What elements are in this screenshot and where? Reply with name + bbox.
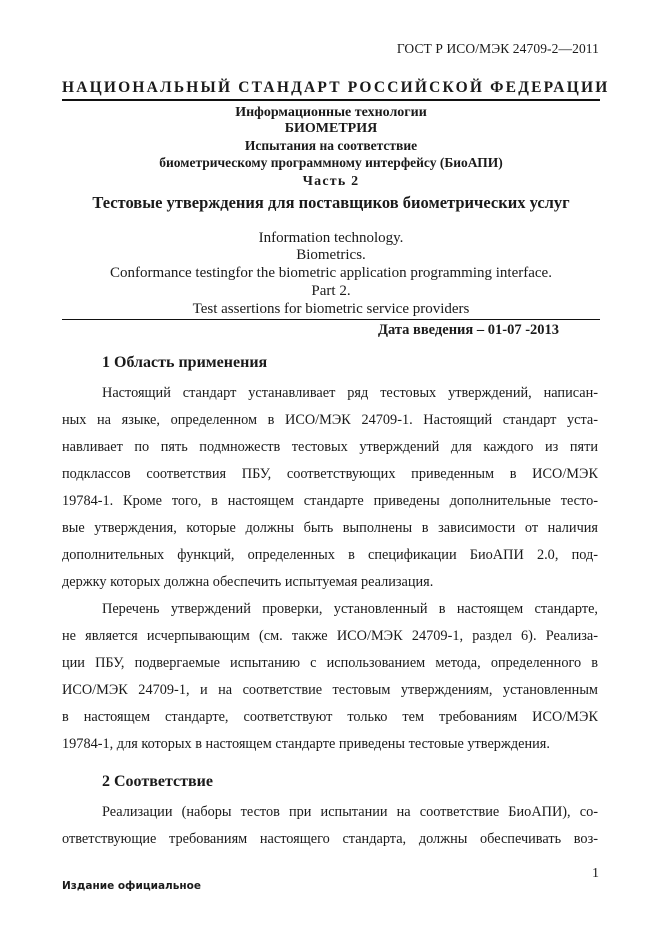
body-line: Перечень утверждений проверки, установленный в настоящем стандарте, bbox=[102, 601, 598, 617]
body-line: 19784-1. Кроме того, в настоящем стандарте приведены дополнительные тесто- bbox=[62, 493, 598, 509]
body-line: не является исчерпывающим (см. также ИСО/МЭК 24709-1, раздел 6). Реализа- bbox=[62, 628, 598, 644]
title-rule bbox=[62, 319, 600, 320]
title-ru-part: Часть 2 bbox=[302, 174, 360, 189]
title-en-line: Biometrics. bbox=[296, 247, 366, 263]
body-line: в настоящем стандарте, соответствуют только тем требованиям ИСО/МЭК bbox=[62, 709, 598, 725]
body-line: вые утверждения, которые должны быть выполнены в зависимости от наличия bbox=[62, 520, 598, 536]
title-en-line: Conformance testingfor the biometric application programming interface. bbox=[110, 265, 552, 281]
title-ru-main: Тестовые утверждения для поставщиков биометрических услуг bbox=[92, 193, 570, 212]
body-line: навливает по пять подмножеств тестовых утверждений для каждого из пяти bbox=[62, 439, 598, 455]
body-line: ИСО/МЭК 24709-1, и на соответствие тестовым утверждениям, установленным bbox=[62, 682, 598, 698]
body-line: ответствующие требованиям настоящего стандарта, должны обеспечивать воз- bbox=[62, 831, 598, 847]
document-code: ГОСТ Р ИСО/МЭК 24709-2—2011 bbox=[396, 41, 599, 56]
page-number: 1 bbox=[592, 866, 599, 881]
top-rule bbox=[62, 99, 600, 101]
section-heading-conformance: 2 Соответствие bbox=[102, 773, 213, 790]
body-line: дополнительных функций, определенных в спецификации БиоАПИ 2.0, под- bbox=[62, 547, 598, 563]
introduction-date: Дата введения – 01-07 -2013 bbox=[378, 322, 560, 338]
edition-label: Издание официальное bbox=[62, 880, 201, 892]
body-line: ции ПБУ, подвергаемые испытанию с использованием метода, определенного в bbox=[62, 655, 598, 671]
title-ru-line: Испытания на соответствие bbox=[244, 138, 418, 153]
body-line: 19784-1, для которых в настоящем стандарте приведены тестовые утверждения. bbox=[62, 736, 550, 752]
body-line: подклассов соответствия ПБУ, соответствующих приведенным в ИСО/МЭК bbox=[62, 466, 598, 482]
title-en-line: Information technology. bbox=[258, 230, 404, 246]
national-standard-heading: НАЦИОНАЛЬНЫЙ СТАНДАРТ РОССИЙСКОЙ ФЕДЕРАЦИИ bbox=[62, 79, 610, 96]
title-ru-line: Информационные технологии bbox=[235, 105, 427, 120]
title-en-line: Test assertions for biometric service providers bbox=[192, 301, 470, 317]
body-line: ных на языке, определенном в ИСО/МЭК 24709-1. Настоящий стандарт уста- bbox=[62, 412, 598, 428]
body-line: Реализации (наборы тестов при испытании на соответствие БиоАПИ), со- bbox=[102, 804, 598, 820]
body-line: Настоящий стандарт устанавливает ряд тестовых утверждений, написан- bbox=[102, 385, 598, 401]
section-heading-scope: 1 Область применения bbox=[102, 354, 268, 371]
title-ru-line: БИОМЕТРИЯ bbox=[284, 121, 378, 136]
body-line: держку которых должна обеспечить испытуемая реализация. bbox=[62, 574, 434, 590]
title-en-line: Part 2. bbox=[311, 283, 351, 299]
title-ru-line: биометрическому программному интерфейсу (БиоАПИ) bbox=[159, 155, 503, 170]
